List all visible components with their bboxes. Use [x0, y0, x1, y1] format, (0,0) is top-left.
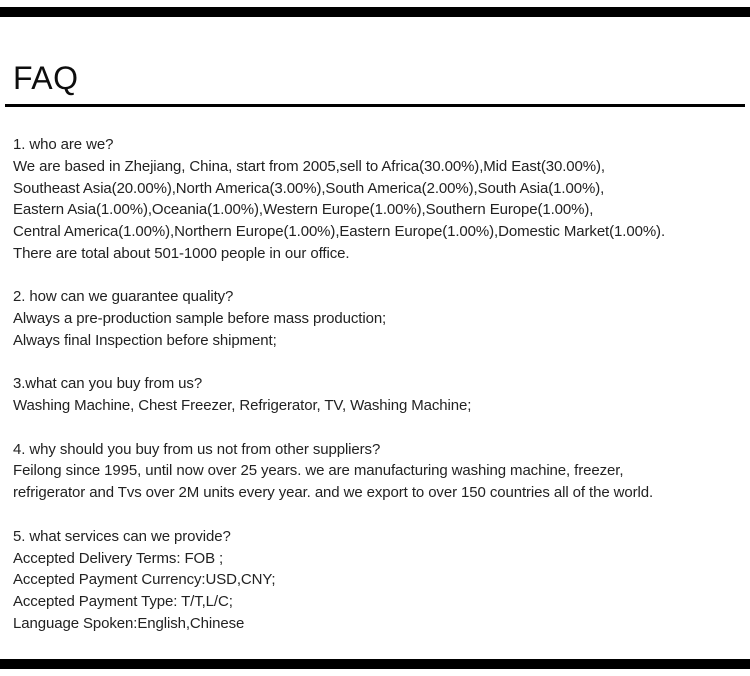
faq-answer-line: Language Spoken:English,Chinese: [13, 614, 245, 632]
faq-question: 1. who are we?: [13, 136, 114, 153]
faq-question: 3.what can you buy from us?: [13, 375, 203, 393]
faq-answer-line: Accepted Payment Currency:USD,CNY;: [13, 571, 276, 589]
page-title: FAQ: [13, 60, 79, 96]
faq-answer-line: There are total about 501-1000 people in our office.: [13, 244, 350, 262]
faq-section-1: [13, 134, 750, 265]
faq-answer-line: Feilong since 1995, until now over 25 years. we are manufacturing washing machine, freezer,: [13, 462, 624, 480]
faq-content: [0, 134, 750, 635]
faq-answer-line: Central America(1.00%),Northern Europe(1.00%),Eastern Europe(1.00%),Domestic Market(1.00%).: [13, 223, 666, 241]
faq-answer-line: Always final Inspection before shipment;: [13, 331, 277, 349]
faq-answer-line: Accepted Payment Type: T/T,L/C;: [13, 593, 233, 611]
faq-answer-line: refrigerator and Tvs over 2M units every year. and we export to over 150 countries all of the world.: [13, 484, 654, 502]
faq-answer-line: We are based in Zhejiang, China, start from 2005,sell to Africa(30.00%),Mid East(30.00%),: [13, 157, 605, 175]
bottom-divider-bar: [0, 659, 750, 669]
faq-section-4: [13, 439, 750, 504]
faq-question: 4. why should you buy from us not from other suppliers?: [13, 440, 381, 458]
top-divider-bar: [0, 7, 750, 17]
faq-answer-line: Accepted Delivery Terms: FOB ;: [13, 549, 224, 567]
faq-answer-line: Washing Machine, Chest Freezer, Refrigerator, TV, Washing Machine;: [13, 397, 472, 415]
title-divider-rule: [5, 104, 745, 107]
faq-section-2: [13, 286, 750, 351]
faq-answer-line: Eastern Asia(1.00%),Oceania(1.00%),Western Europe(1.00%),Southern Europe(1.00%),: [13, 201, 594, 219]
faq-section-5: [13, 526, 750, 635]
faq-question: 2. how can we guarantee quality?: [13, 288, 234, 306]
faq-answer-line: Always a pre-production sample before mass production;: [13, 310, 387, 328]
faq-question: 5. what services can we provide?: [13, 527, 231, 545]
faq-answer-line: Southeast Asia(20.00%),North America(3.00%),South America(2.00%),South Asia(1.00%),: [13, 179, 605, 197]
faq-section-3: [13, 373, 750, 417]
